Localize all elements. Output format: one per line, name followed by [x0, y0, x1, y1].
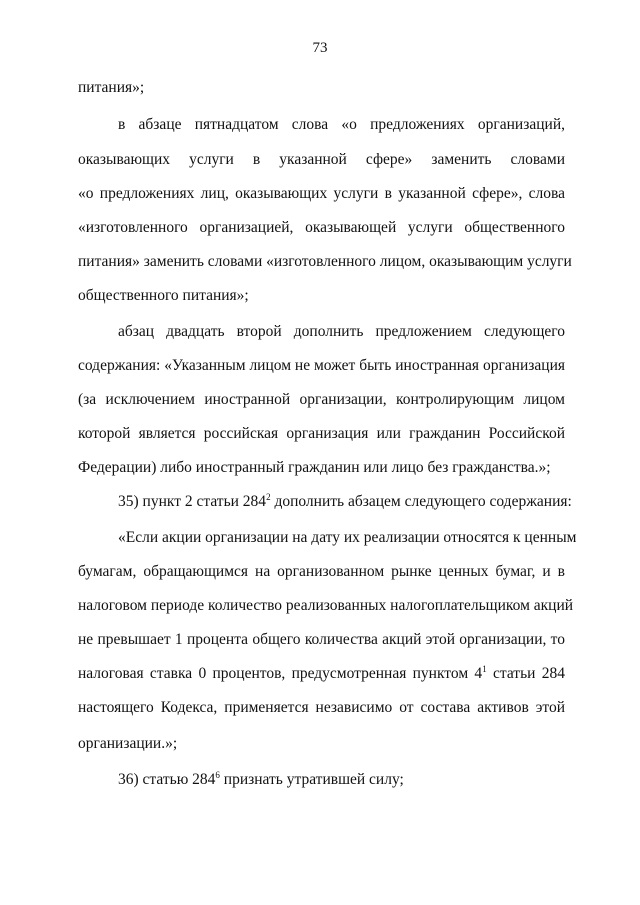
- text-line: которой является российская организация или гражданин Российской: [78, 425, 565, 442]
- text-line: в абзаце пятнадцатом слова «о предложениях организаций,: [118, 116, 565, 133]
- text-line: [78, 664, 565, 684]
- text-line: не превышает 1 процента общего количества акций этой организации, то: [78, 631, 565, 648]
- text-line: «Если акции организации на дату их реализации относятся к ценным: [118, 529, 577, 546]
- text-line: налоговом периоде количество реализованных налогоплательщиком акций: [78, 597, 574, 614]
- text-line: организации.»;: [78, 735, 178, 752]
- text-line: [118, 492, 572, 512]
- text-line: (за исключением иностранной организации, контролирующим лицом: [78, 391, 565, 408]
- text-line: «изготовленного организацией, оказывающей услуги общественного: [78, 219, 565, 236]
- text-line: общественного питания»;: [78, 287, 249, 304]
- text-fragment: признать утратившей силу;: [219, 771, 404, 788]
- text-line: содержания: «Указанным лицом не может быть иностранная организация: [78, 357, 565, 374]
- text-line: питания» заменить словами «изготовленного лицом, оказывающим услуги: [78, 253, 572, 270]
- text-line: «о предложениях лиц, оказывающих услуги в указанной сфере», слова: [78, 185, 565, 202]
- superscript: 6: [215, 770, 220, 780]
- text-fragment: дополнить абзацем следующего содержания:: [270, 493, 572, 510]
- text-fragment: налоговая ставка 0 процентов, предусмотренная пунктом 4: [78, 665, 483, 682]
- text-fragment: статьи 284: [486, 665, 565, 682]
- text-line: абзац двадцать второй дополнить предложением следующего: [118, 323, 565, 340]
- text-line: настоящего Кодекса, применяется независимо от состава активов этой: [78, 699, 565, 716]
- text-fragment: 36) статью 284: [118, 771, 216, 788]
- text-line: бумагам, обращающимся на организованном рынке ценных бумаг, и в: [78, 563, 565, 580]
- text-line: питания»;: [78, 79, 145, 96]
- text-fragment: 35) пункт 2 статьи 284: [118, 493, 267, 510]
- superscript: 2: [266, 492, 271, 502]
- page-number: 73: [312, 40, 328, 56]
- superscript: 1: [482, 664, 487, 674]
- text-line: Федерации) либо иностранный гражданин или лицо без гражданства.»;: [78, 459, 551, 476]
- text-line: [118, 770, 404, 790]
- text-line: оказывающих услуги в указанной сфере» заменить словами: [78, 151, 565, 168]
